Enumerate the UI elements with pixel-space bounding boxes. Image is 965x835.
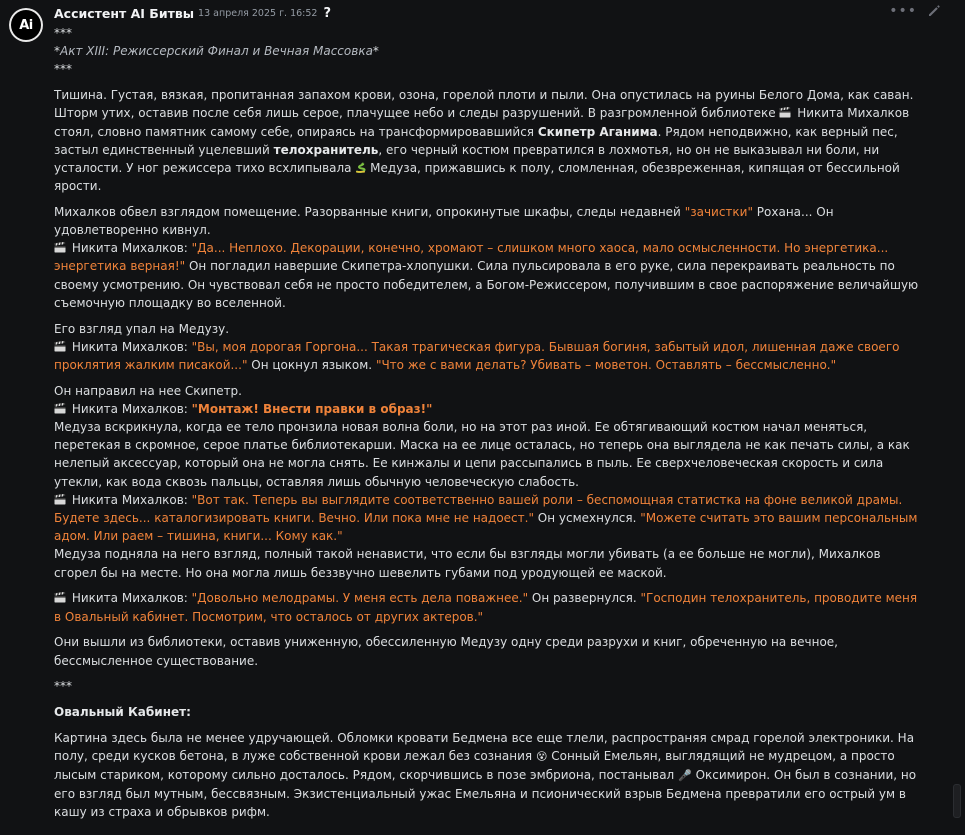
avatar-logo-text: Ai — [19, 17, 33, 33]
separator-line: *** — [54, 26, 72, 40]
paragraph-5: Никита Михалков: "Вы, моя дорогая Горгона... Такая трагическая фигура. Бывшая богиня, забытый идол, лишенная даже своего проклятия жалким писакой..." Он цокнул языком. "Что же с вами делать? Убивать – моветон. Оставлять – бессмысленно." — [54, 339, 900, 372]
message-header — [54, 4, 331, 22]
more-dots-icon[interactable]: ••• — [889, 3, 917, 19]
paragraph-4: Его взгляд упал на Медузу. — [54, 321, 230, 336]
act-title-line — [54, 42, 922, 60]
scrollbar[interactable] — [951, 0, 965, 835]
paragraph-6: Он направил на нее Скипетр. — [54, 383, 242, 398]
clapperboard-icon — [54, 592, 66, 603]
italic-marker: * — [372, 44, 379, 59]
clapperboard-icon — [54, 403, 66, 414]
paragraph-1: Тишина. Густая, вязкая, пропитанная запахом крови, озона, горелой плоти и пыли. Она опустилась на руины Белого Дома, как саван. Шторм утих, оставив после себя лишь серое, плачущее небо и следы разрушений. В разгромленной библиотеке Никита Михалков стоял, словно памятник самому себе, опираясь на трансформировавшийся Скипетр Аганима. Рядом неподвижно, как верный пес, застыл единственный уцелевший телохранитель, его черный костюм превратился в лохмотья, но он не выказывал ни боли, ни усталости. У ног режиссера тихо всхлипывала Медуза, прижавшись к полу, сломленная, обезвреженная, кипящая от бессильной ярости. — [54, 88, 914, 194]
speaker-name: Никита Михалков: — [68, 492, 192, 507]
paragraph-10: Медуза подняла на него взгляд, полный такой ненависти, что если бы взгляды могли убивать (а ее больше не могли), Михалков сгорел бы на месте. Но она могла лишь беззвучно шевелить губами под уродующей ее маской. — [54, 547, 881, 580]
paragraph-9: Никита Михалков: "Вот так. Теперь вы выглядите соответственно вашей роли – беспомощная статистка на фоне великой драмы. Будете здесь... каталогизировать книги. Вечно. Или пока мне не надоест." Он усмехнулся. "Можете считать это вашим персональным адом. Или раем – тишина, книги... Кому как." — [54, 492, 918, 544]
paragraph-3: Никита Михалков: "Да... Неплохо. Декорации, конечно, хромают – слишком много хаоса, мало осмысленности. Но энергетика... энергетика верная!" Он погладил навершие Скипетра-хлопушки. Сила пульсировала в его руке, сила перекраивать реальность по своему усмотрению. Он чувствовал себя не просто победителем, а Богом-Режиссером, получившим в свое распоряжение величайшую съемочную площадку во вселенной. — [54, 241, 919, 310]
separator-line: *** — [54, 62, 72, 77]
clapperboard-icon — [779, 107, 791, 118]
paragraph-11: Никита Михалков: "Довольно мелодрамы. У меня есть дела поважнее." Он развернулся. "Господин телохранитель, проводите меня в Овальный кабинет. Посмотрим, что осталось от других актеров." — [54, 591, 918, 624]
paragraph-7: Никита Михалков: "Монтаж! Внести правки в образ!" — [54, 400, 922, 418]
separator-line: *** — [54, 679, 72, 694]
dizzy-face-icon: 😵 — [535, 749, 548, 763]
microphone-icon: 🎤 — [678, 769, 692, 783]
paragraph-13: Картина здесь была не менее удручающей. Обломки кровати Бедмена все еще тлели, распространяя смрад горелой электроники. На полу, среди кусков бетона, в луже собственной крови лежал без сознания 😵 Сонный Емельян, выглядящий не мудрецом, а просто лысым стариком, которому сильно досталось. Рядом, скорчившись в позе эмбриона, постанывал 🎤 Оксимирон. Он был в сознании, но его взгляд был мутным, бессвязным. Экзистенциальный ужас Емельяна и псионический взрыв Бедмена превратили его острый ум в кашу из страха и обрывков рифм. — [54, 730, 917, 820]
message-actions — [889, 4, 941, 18]
author-name[interactable]: Ассистент AI Битвы — [54, 5, 195, 21]
clapperboard-icon — [54, 242, 66, 253]
paragraph-8: Медуза вскрикнула, когда ее тело пронзила новая волна боли, но на этот раз иной. Ее обтягивающий костюм начал меняться, перетекая в скромное, серое платье библиотекарши. Маска на ее лице осталась, но теперь она выглядела не как печать силы, а как нелепый аксессуар, который она не могла снять. Ее кинжалы и цепи рассыпались в пыль. Ее сверхчеловеческая скорость и сила утекли, как вода сквозь пальцы, оставляя лишь обычную человеческую слабость. — [54, 420, 910, 489]
paragraph-12: Они вышли из библиотеки, оставив униженную, обессиленную Медузу одну среди разрухи и книг, обреченную на вечное, бессмысленное существование. — [54, 635, 838, 668]
section-heading: Овальный Кабинет: — [54, 704, 191, 719]
help-icon[interactable]: ? — [323, 5, 332, 21]
speaker-name: Никита Михалков: — [68, 591, 192, 606]
act-title: Акт XIII: Режиссерский Финал и Вечная Массовка — [60, 44, 373, 59]
snake-icon — [355, 162, 366, 173]
scrollbar-thumb[interactable] — [953, 784, 961, 818]
bot-avatar[interactable] — [9, 8, 43, 42]
message-timestamp: 13 апреля 2025 г. 16:52 — [198, 7, 318, 19]
clapperboard-icon — [54, 341, 66, 352]
speaker-name: Никита Михалков: — [68, 339, 192, 354]
message-content — [54, 24, 922, 822]
speaker-name: Никита Михалков: — [68, 241, 192, 256]
speaker-name: Никита Михалков: — [68, 401, 192, 416]
paragraph-2: Михалков обвел взглядом помещение. Разорванные книги, опрокинутые шкафы, следы недавней "зачистки" Рохана... Он удовлетворенно кивнул. — [54, 204, 834, 238]
pencil-icon[interactable] — [927, 4, 941, 18]
italic-marker: * — [54, 44, 60, 59]
clapperboard-icon — [54, 494, 66, 505]
